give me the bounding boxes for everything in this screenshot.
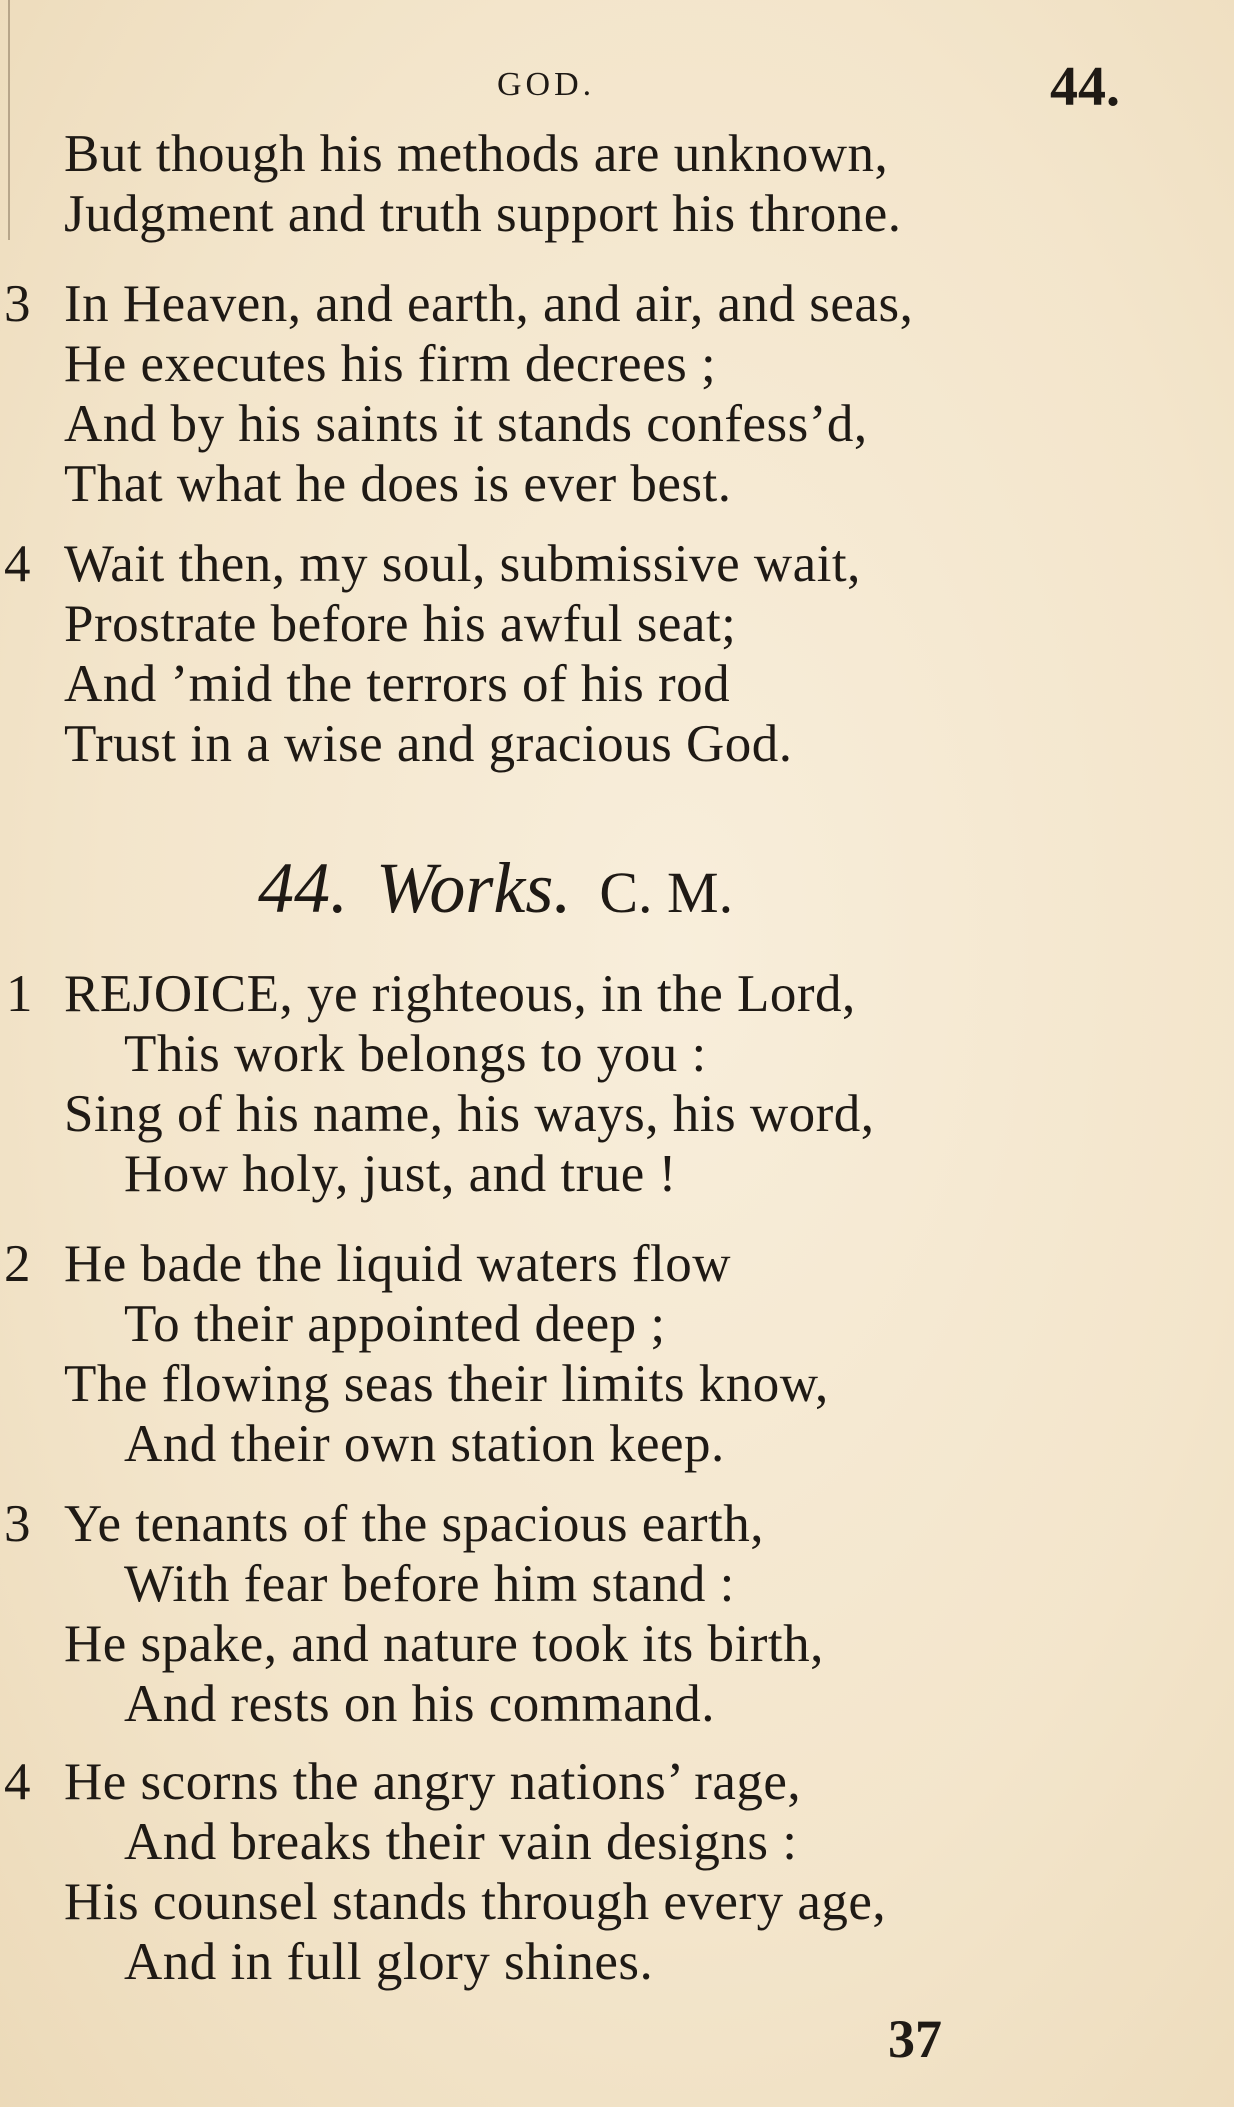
verse-line: The flowing seas their limits know,	[64, 1355, 829, 1413]
page-edge-line	[8, 0, 10, 240]
verse-line: Wait then, my soul, submissive wait,	[64, 535, 861, 593]
verse-line: With fear before him stand :	[124, 1555, 735, 1613]
verse-line: And by his saints it stands confess’d,	[64, 395, 868, 453]
stanza-number: 1	[6, 965, 33, 1023]
verse-line: Ye tenants of the spacious earth,	[64, 1495, 764, 1553]
verse-line: He scorns the angry nations’ rage,	[64, 1753, 802, 1811]
stanza-number: 2	[4, 1235, 31, 1293]
running-head: GOD.	[497, 66, 596, 103]
verse-line: To their appointed deep ;	[124, 1295, 666, 1353]
verse-line: And in full glory shines.	[124, 1933, 654, 1991]
hymn-heading	[258, 848, 733, 933]
page-number: 37	[888, 2009, 942, 2069]
verse-line: He spake, and nature took its birth,	[64, 1615, 824, 1673]
hymn-number: 44.	[258, 848, 348, 928]
hymn-title: Works.	[376, 848, 572, 928]
hymn-meter: C. M.	[599, 860, 734, 925]
verse-line: Judgment and truth support his throne.	[64, 185, 902, 243]
verse-line: This work belongs to you :	[124, 1025, 707, 1083]
verse-line: And rests on his command.	[124, 1675, 716, 1733]
verse-line: He executes his firm decrees ;	[64, 335, 717, 393]
verse-line: Sing of his name, his ways, his word,	[64, 1085, 875, 1143]
header-hymn-number: 44.	[1050, 56, 1120, 118]
verse-line: But though his methods are unknown,	[64, 125, 889, 183]
verse-line: That what he does is ever best.	[64, 455, 732, 513]
stanza-number: 4	[4, 1753, 31, 1811]
verse-line: In Heaven, and earth, and air, and seas,	[64, 275, 914, 333]
verse-line: Trust in a wise and gracious God.	[64, 715, 793, 773]
verse-line: And ’mid the terrors of his rod	[64, 655, 731, 713]
verse-line: How holy, just, and true !	[124, 1145, 677, 1203]
verse-line: And their own station keep.	[124, 1415, 725, 1473]
stanza-number: 3	[4, 1495, 31, 1553]
stanza-number: 4	[4, 535, 31, 593]
verse-line: Prostrate before his awful seat;	[64, 595, 737, 653]
verse-line: He bade the liquid waters flow	[64, 1235, 731, 1293]
verse-line: REJOICE, ye righteous, in the Lord,	[64, 965, 856, 1023]
verse-line: His counsel stands through every age,	[64, 1873, 887, 1931]
verse-line: And breaks their vain designs :	[124, 1813, 798, 1871]
stanza-number: 3	[4, 275, 31, 333]
